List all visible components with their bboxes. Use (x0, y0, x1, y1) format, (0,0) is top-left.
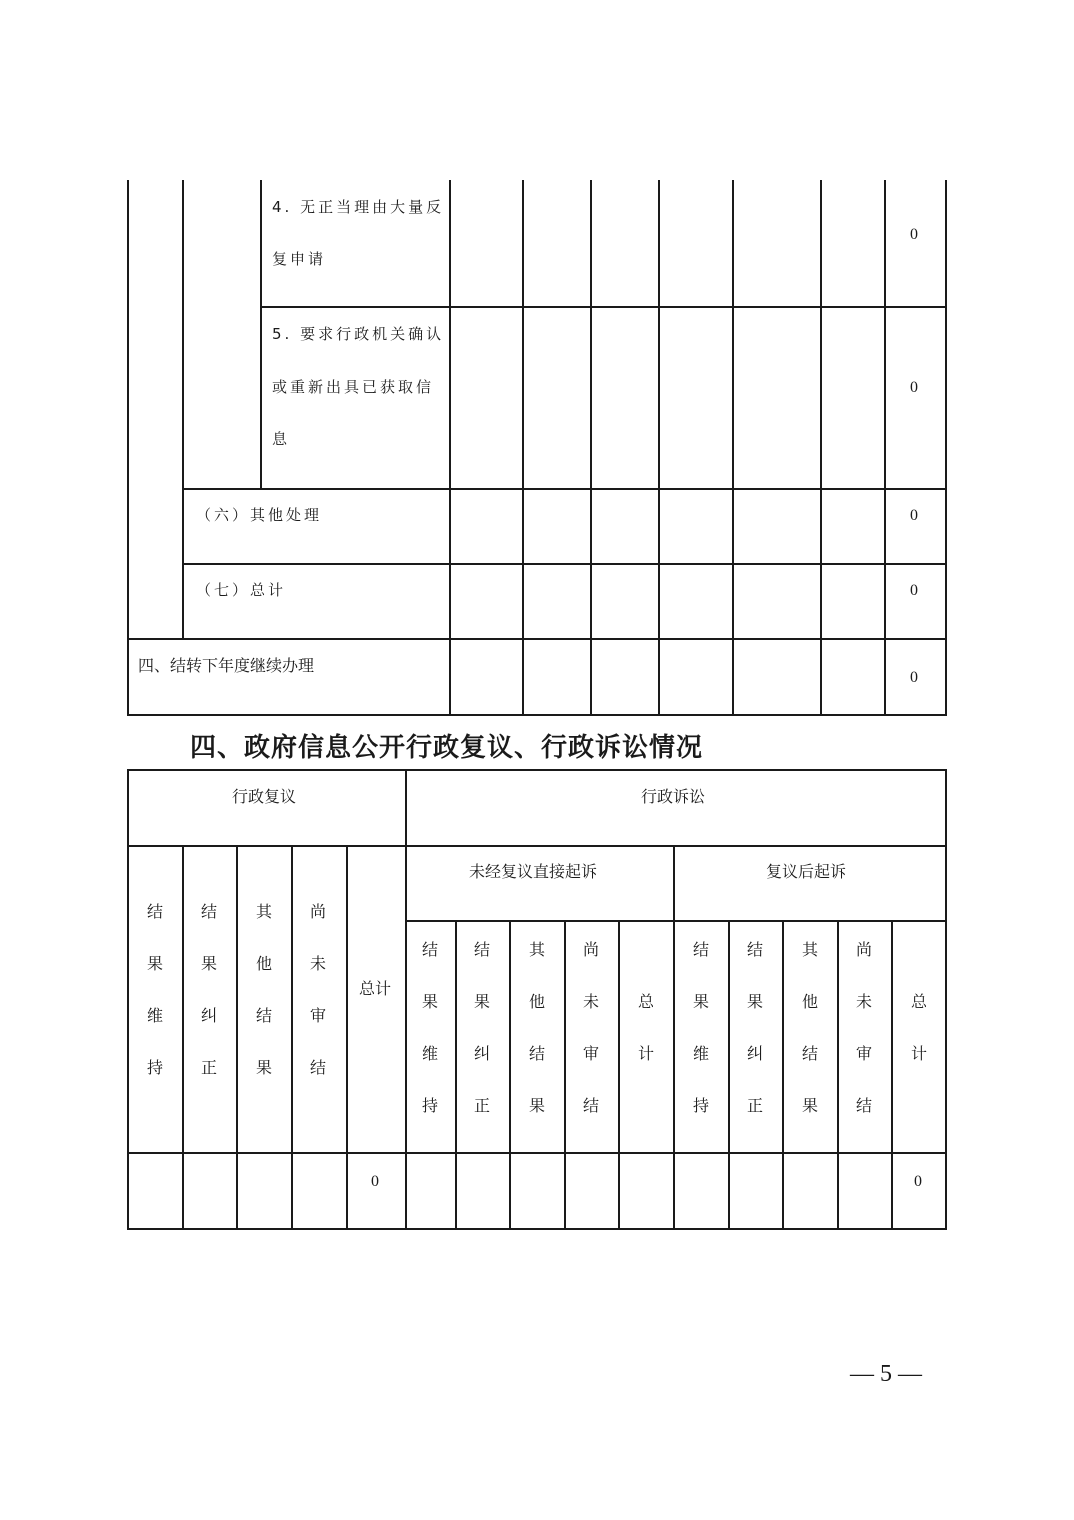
review-total-value: 0 (371, 1173, 379, 1190)
section-title: 四、政府信息公开行政复议、行政诉讼情况 (190, 733, 704, 763)
table-border (820, 180, 822, 716)
header-litigation-col: 结 果 维 持 (693, 940, 710, 1115)
header-review-col: 结 果 维 持 (147, 902, 164, 1077)
table-border (182, 845, 184, 1230)
table-border (182, 563, 947, 565)
table-border (590, 180, 592, 716)
table-border (509, 920, 511, 1230)
table-border (127, 845, 947, 847)
table-border (945, 180, 947, 716)
row-total: 0 (910, 582, 918, 599)
header-litigation-col: 总 计 (911, 992, 928, 1063)
table-border (127, 1152, 947, 1154)
dash-right: — (898, 1361, 922, 1387)
table-border (260, 180, 262, 489)
table-border (673, 845, 675, 1230)
row-label: 四、结转下年度继续办理 (138, 656, 315, 675)
header-litigation-col: 其 他 结 果 (529, 940, 546, 1115)
table-border (182, 488, 947, 490)
row-label: （六）其他处理 (196, 506, 323, 524)
table-border (618, 920, 620, 1230)
table-border (728, 920, 730, 1230)
header-review-col: 尚 未 审 结 (310, 902, 327, 1077)
table-border (564, 920, 566, 1230)
table-border (127, 769, 947, 771)
table-border (658, 180, 660, 716)
row-label: 息 (272, 430, 291, 448)
row-label: 4. 无正当理由大量反 (272, 198, 445, 216)
header-litigation-col: 结 果 纠 正 (474, 940, 491, 1115)
table-border (449, 180, 451, 716)
header-review-col: 结 果 纠 正 (201, 902, 218, 1077)
table-border (455, 920, 457, 1230)
table-border (127, 714, 947, 716)
table-border (405, 769, 407, 1230)
table-border (945, 769, 947, 1230)
header-admin-litigation: 行政诉讼 (641, 787, 706, 806)
row-total: 0 (910, 226, 918, 243)
header-litigation-col: 尚 未 审 结 (856, 940, 873, 1115)
row-label: 复申请 (272, 250, 327, 268)
table-border (127, 638, 947, 640)
row-label: 或重新出具已获取信 (272, 378, 435, 396)
row-total: 0 (910, 507, 918, 524)
header-admin-review: 行政复议 (232, 787, 297, 806)
header-direct-suit: 未经复议直接起诉 (469, 862, 598, 881)
header-litigation-col: 其 他 结 果 (802, 940, 819, 1115)
table-border (127, 1228, 947, 1230)
page-number-value: 5 (880, 1361, 892, 1387)
row-label: 5. 要求行政机关确认 (272, 325, 445, 343)
table-border (346, 845, 348, 1230)
dash-left: — (850, 1361, 874, 1387)
row-total: 0 (910, 379, 918, 396)
table-border (236, 845, 238, 1230)
header-litigation-col: 结 果 纠 正 (747, 940, 764, 1115)
table-border (260, 306, 947, 308)
table-border (127, 769, 129, 1230)
after-review-total-value: 0 (914, 1173, 922, 1190)
table-border (522, 180, 524, 716)
header-litigation-col: 结 果 维 持 (422, 940, 439, 1115)
header-litigation-col: 总 计 (638, 992, 655, 1063)
header-review-total: 总计 (359, 979, 392, 998)
table-border (127, 180, 129, 716)
table-border (182, 180, 184, 640)
table-border (291, 845, 293, 1230)
header-review-col: 其 他 结 果 (256, 902, 273, 1077)
table-border (837, 920, 839, 1230)
header-litigation-col: 尚 未 审 结 (583, 940, 600, 1115)
table-border (891, 920, 893, 1230)
table-border (782, 920, 784, 1230)
table-border (732, 180, 734, 716)
table-border (405, 920, 947, 922)
row-total: 0 (910, 669, 918, 686)
row-label: （七）总计 (196, 581, 287, 599)
table-border (884, 180, 886, 716)
page-number (850, 1361, 922, 1388)
header-suit-after-review: 复议后起诉 (766, 862, 847, 881)
